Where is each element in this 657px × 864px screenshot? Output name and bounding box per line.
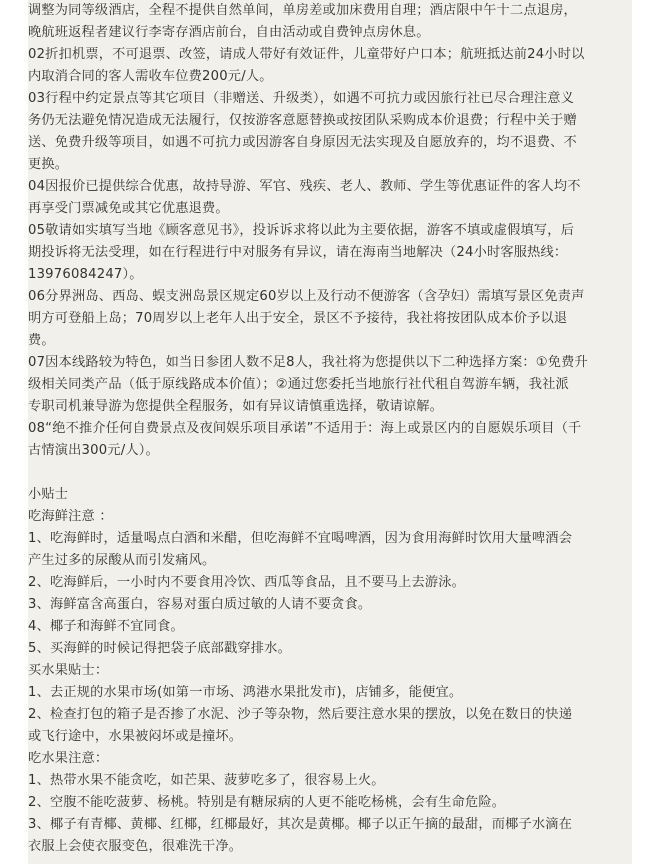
text-line: 03行程中约定景点等其它项目（非赠送、升级类），如遇不可抗力或因旅行社已尽合理注意义 [28, 91, 575, 106]
blank-line [28, 462, 628, 484]
text-line: 晚航班返程者建议行李寄存酒店前台，自由活动或自费钟点房休息。 [28, 25, 430, 40]
text-line: 费。 [28, 333, 55, 348]
text-line: 05敬请如实填写当地《顾客意见书》，投诉诉求将以此为主要依据，游客不填或虚假填写，后 [28, 223, 575, 238]
text-line: 3、海鲜富含高蛋白，容易对蛋白质过敏的人请不要贪食。 [28, 597, 372, 612]
text-line: 衣服上会使衣服变色，很难洗干净。 [28, 839, 243, 854]
text-line: 13976084247）。 [28, 267, 143, 282]
text-line: 级相关同类产品（低于原线路成本价值）；②通过您委托当地旅行社代租自驾游车辆，我社派 [28, 377, 569, 392]
text-line: 07因本线路较为特色，如当日参团人数不足8人，我社将为您提供以下二种选择方案：①免费升 [28, 355, 588, 370]
text-line: 3、椰子有青椰、黄椰、红椰，红椰最好，其次是黄椰。椰子以正午摘的最甜，而椰子水滴在 [28, 817, 573, 832]
text-line: 更换。 [28, 157, 69, 172]
text-line: 内取消合同的客人需收车位费200元/人。 [28, 69, 273, 84]
text-line: 务仍无法避免情况造成无法履行，仅按游客意愿替换或按团队采购成本价退费；行程中关于赠 [28, 113, 577, 128]
text-line: 1、去正规的水果市场(如第一市场、鸿港水果批发市)，店铺多，能便宜。 [28, 685, 463, 700]
text-line: 2、检查打包的箱子是否掺了水泥、沙子等杂物，然后要注意水果的摆放，以免在数日的快递 [28, 707, 573, 722]
text-line: 1、热带水果不能贪吃，如芒果、菠萝吃多了，很容易上火。 [28, 773, 385, 788]
text-line: 或飞行途中，水果被闷坏或是撞坏。 [28, 729, 243, 744]
article-text [28, 0, 628, 858]
text-line: 期投诉将无法受理，如在行程进行中对服务有异议，请在海南当地解决（24小时客服热线： [28, 245, 568, 260]
text-line: 08“绝不推介任何自费景点及夜间娱乐项目承诺”不适用于：海上或景区内的自愿娱乐项目（千 [28, 421, 582, 436]
text-line: 吃海鲜注意 ： [28, 509, 113, 524]
text-line: 4、椰子和海鲜不宜同食。 [28, 619, 184, 634]
text-line: 2、吃海鲜后，一小时内不要食用冷饮、西瓜等食品，且不要马上去游泳。 [28, 575, 465, 590]
text-line: 5、买海鲜的时候记得把袋子底部戳穿排水。 [28, 641, 291, 656]
text-line: 2、空腹不能吃菠萝、杨桃。特别是有糖尿病的人更不能吃杨桃，会有生命危险。 [28, 795, 506, 810]
text-line: 吃水果注意： [28, 751, 109, 766]
text-line: 02折扣机票，不可退票、改签，请成人带好有效证件，儿童带好户口本；航班抵达前24小时以 [28, 47, 585, 62]
text-line: 小贴士 [28, 487, 69, 502]
text-line: 调整为同等级酒店，全程不提供自然单间，单房差或加床费用自理；酒店限中午十二点退房， [28, 3, 577, 18]
text-line: 04因报价已提供综合优惠，故持导游、军官、残疾、老人、教师、学生等优惠证件的客人均不 [28, 179, 581, 194]
text-line: 古情演出300元/人）。 [28, 443, 159, 458]
text-line: 1、吃海鲜时，适量喝点白酒和米醋，但吃海鲜不宜喝啤酒，因为食用海鲜时饮用大量啤酒会 [28, 531, 573, 546]
text-line: 06分界洲岛、西岛、蜈支洲岛景区规定60岁以上及行动不便游客（含孕妇）需填写景区免责声 [28, 289, 585, 304]
text-line: 明方可登船上岛；70周岁以上老年人出于安全，景区不予接待，我社将按团队成本价予以退 [28, 311, 568, 326]
text-line: 再享受门票减免或其它优惠退费。 [28, 201, 229, 216]
text-line: 送、免费升级等项目，如遇不可抗力或因游客自身原因无法实现及自愿放弃的，均不退费、不 [28, 135, 577, 150]
text-line: 专职司机兼导游为您提供全程服务，如有异议请慎重选择，敬请谅解。 [28, 399, 444, 414]
text-line: 买水果贴士： [28, 663, 109, 678]
text-line: 产生过多的尿酸从而引发痛风。 [28, 553, 216, 568]
